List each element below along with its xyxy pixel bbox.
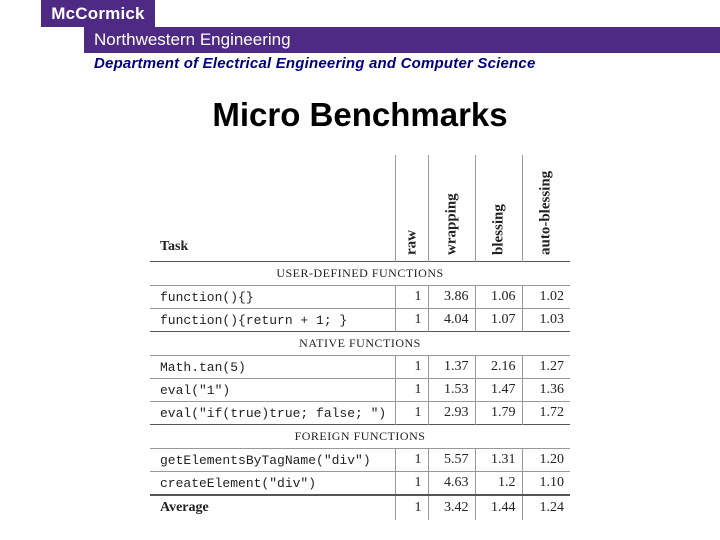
raw-cell: 1 [395, 472, 428, 496]
raw-cell: 1 [395, 286, 428, 309]
task-cell: function(){} [150, 286, 395, 309]
auto-blessing-cell: 1.36 [522, 379, 570, 402]
wrapping-cell: 4.63 [428, 472, 475, 496]
blessing-cell: 1.31 [475, 449, 522, 472]
column-header-wrapping [428, 155, 475, 262]
raw-cell: 1 [395, 449, 428, 472]
benchmark-table [150, 155, 570, 520]
auto-blessing-cell: 1.10 [522, 472, 570, 496]
average-row [150, 495, 570, 520]
column-header-auto-blessing [522, 155, 570, 262]
mccormick-logo: McCormick [41, 0, 155, 27]
wrapping-cell: 1.37 [428, 356, 475, 379]
slide-title: Micro Benchmarks [212, 96, 508, 133]
task-cell: eval("if(true)true; false; ") [150, 402, 395, 425]
auto-blessing-cell: 1.24 [522, 495, 570, 520]
table-row [150, 472, 570, 496]
wrapping-cell: 1.53 [428, 379, 475, 402]
blessing-cell: 1.07 [475, 309, 522, 332]
table-row [150, 356, 570, 379]
blessing-cell: 1.79 [475, 402, 522, 425]
column-header-raw-label: raw [403, 230, 419, 255]
auto-blessing-cell: 1.20 [522, 449, 570, 472]
raw-cell: 1 [395, 495, 428, 520]
blessing-cell: 1.44 [475, 495, 522, 520]
header-row [150, 155, 570, 262]
school-name: Northwestern Engineering [94, 30, 291, 49]
table-row [150, 449, 570, 472]
section-header [150, 262, 570, 286]
wrapping-cell: 4.04 [428, 309, 475, 332]
auto-blessing-cell: 1.72 [522, 402, 570, 425]
table-row [150, 309, 570, 332]
auto-blessing-cell: 1.27 [522, 356, 570, 379]
section-header [150, 332, 570, 356]
column-header-raw [395, 155, 428, 262]
auto-blessing-cell: 1.02 [522, 286, 570, 309]
raw-cell: 1 [395, 309, 428, 332]
column-header-auto-blessing-label: auto-blessing [537, 170, 554, 255]
blessing-cell: 1.2 [475, 472, 522, 496]
task-cell: getElementsByTagName("div") [150, 449, 395, 472]
section-title: USER-DEFINED FUNCTIONS [150, 262, 570, 286]
column-header-blessing-label: blessing [490, 204, 506, 255]
table-row [150, 379, 570, 402]
table-row [150, 402, 570, 425]
auto-blessing-cell: 1.03 [522, 309, 570, 332]
raw-cell: 1 [395, 356, 428, 379]
column-header-blessing [475, 155, 522, 262]
wrapping-cell: 5.57 [428, 449, 475, 472]
task-cell: eval("1") [150, 379, 395, 402]
department-name: Department of Electrical Engineering and Computer Science [94, 55, 536, 72]
task-cell: createElement("div") [150, 472, 395, 496]
blessing-cell: 2.16 [475, 356, 522, 379]
section-title: NATIVE FUNCTIONS [150, 332, 570, 356]
column-header-task: Task [160, 239, 189, 254]
task-cell: Math.tan(5) [150, 356, 395, 379]
wrapping-cell: 2.93 [428, 402, 475, 425]
average-label: Average [150, 495, 395, 520]
task-cell: function(){return + 1; } [150, 309, 395, 332]
column-header-wrapping-label: wrapping [443, 193, 459, 255]
benchmark-table-container [150, 155, 570, 520]
wrapping-cell: 3.86 [428, 286, 475, 309]
section-header [150, 425, 570, 449]
raw-cell: 1 [395, 402, 428, 425]
table-row [150, 286, 570, 309]
raw-cell: 1 [395, 379, 428, 402]
section-title: FOREIGN FUNCTIONS [150, 425, 570, 449]
blessing-cell: 1.06 [475, 286, 522, 309]
blessing-cell: 1.47 [475, 379, 522, 402]
wrapping-cell: 3.42 [428, 495, 475, 520]
